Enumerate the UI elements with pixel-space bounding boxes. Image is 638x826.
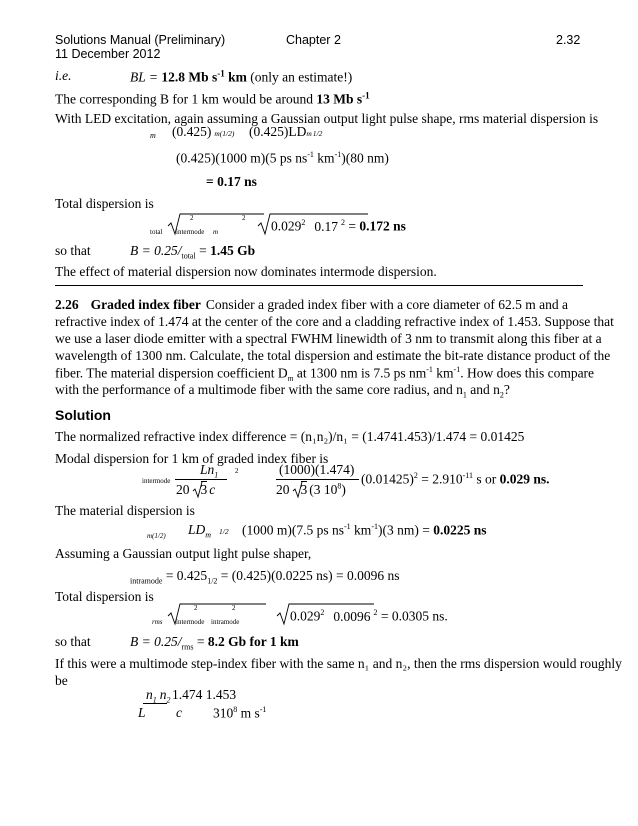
modal-num: Ln (200, 462, 215, 477)
modal-line: Modal dispersion for 1 km of graded index fiber is (55, 451, 329, 466)
total-val-a-exp: 2 (301, 218, 306, 227)
led-statement: With LED excitation, again assuming a Gaussian output light pulse shape, rms material dispersion is (55, 111, 599, 126)
problem-line-5-exp2: -1 (453, 365, 461, 374)
total-values (271, 218, 406, 235)
problem-line-4: wavelength of 1300 nm. Calculate, the total dispersion and estimate the bit-rate distance product of the (55, 348, 611, 363)
bitrate-eq-2-a: B = 0.25/ (130, 634, 182, 649)
total-m-sub: m (213, 228, 219, 236)
total-val-b-exp: 2 (341, 218, 345, 227)
intramode-sub: intramode (130, 576, 163, 586)
eq1-a-sub: m(1/2) (214, 129, 235, 138)
rms-val-a: 0.029 (290, 608, 321, 624)
material-result: 0.0225 ns (433, 522, 487, 538)
mm-c: c (176, 705, 182, 720)
problem-number: 2.26 (55, 297, 79, 312)
rms-intramode: intramode (211, 618, 240, 626)
rms-sq2: 2 (232, 604, 236, 612)
total-val-b: 0.17 (314, 218, 338, 234)
bitrate-eq-1-eq: = (195, 243, 211, 258)
total-sq1: 2 (190, 214, 194, 222)
eq1-b-sub2: 1/2 (312, 129, 323, 138)
header-page-number: 2.32 (556, 33, 581, 47)
modal-result (361, 471, 550, 488)
sothat-label-2: so that (55, 634, 91, 649)
total-dispersion-label: Total dispersion is (55, 196, 154, 211)
effect-statement: The effect of material dispersion now dominates intermode dispersion. (55, 264, 437, 279)
modal-den2: 20 (276, 482, 290, 497)
bitrate-eq-1-a: B = 0.25/ (130, 243, 182, 258)
intramode-eq-a: = 0.425 (162, 568, 208, 583)
material-eq-a: (1000 m)(7.5 ps ns (242, 522, 344, 538)
total-sub: total (150, 228, 163, 236)
modal-den-rad: 3 (200, 482, 208, 497)
problem-line-5c: km (432, 365, 454, 381)
problem-line-6c: ? (503, 382, 510, 397)
gauss-line: Assuming a Gaussian output light pulse shaper, (55, 546, 312, 561)
material-half: 1/2 (219, 527, 229, 536)
mm-den2-b: m s (237, 705, 260, 721)
eq3-result: = 0.17 ns (206, 174, 257, 189)
total-intermode-sub: intermode (176, 228, 205, 236)
material-eq (242, 522, 486, 539)
material-eq-exp2: -1 (371, 522, 378, 531)
modal-denominator-2 (276, 481, 346, 498)
bitrate-eq-1 (130, 243, 255, 261)
material-eq-b: km (350, 522, 372, 538)
header-date: 11 December 2012 (55, 47, 161, 61)
problem-line-2: refractive index of 1.474 at the center of the core and a cladding refractive index of 1.453. Suppose that (55, 314, 614, 329)
sothat-label-1: so that (55, 243, 91, 258)
modal-square: 2 (235, 467, 239, 475)
problem-line-6 (55, 382, 510, 400)
modal-den: 20 (176, 482, 190, 497)
ie-label: i.e. (55, 68, 72, 83)
material-line: The material dispersion is (55, 503, 195, 518)
problem-line-6-sub2: 2 (499, 390, 504, 400)
intramode-eq (130, 568, 400, 586)
eq2-exp2: -1 (334, 150, 342, 159)
problem-line-6-sub1: 1 (462, 390, 467, 400)
modal-den2-rad: 3 (300, 482, 308, 497)
bl-statement (130, 68, 352, 86)
mm-den2-exp2: -1 (259, 705, 267, 714)
total-val-a: 0.029 (271, 218, 302, 234)
material-ld-sub: m (205, 530, 212, 540)
modal-fraction-bar-2 (276, 479, 359, 480)
total-equals: = (345, 218, 360, 234)
modal-numerator-2: (1000)(1.474) (279, 462, 355, 477)
modal-num-sub: 1 (214, 470, 219, 480)
intramode-eq-b: = (0.425)(0.0225 ns) = 0.0096 ns (217, 568, 400, 583)
eq2-exp1: -1 (307, 150, 314, 159)
problem-line-6a: with the performance of a multimode fiber with the same core radius, and n (55, 382, 463, 397)
b-statement-text: The corresponding B for 1 km would be around (55, 91, 317, 107)
rms-val-a-exp: 2 (320, 608, 325, 617)
intramode-eq-sub: 1/2 (207, 576, 218, 586)
modal-intermode-sub: intermode (142, 477, 171, 485)
mm-L: L (138, 705, 146, 720)
problem-line-5 (55, 365, 594, 383)
problem-line-5d: . How does this compare (460, 365, 595, 381)
rms-val-b-exp: 2 (373, 608, 378, 617)
total-result: 0.172 ns (359, 218, 406, 234)
bl-exponent: -1 (217, 68, 225, 78)
header-chapter: Chapter 2 (286, 33, 341, 47)
header-title: Solutions Manual (Preliminary) (55, 33, 226, 47)
material-ld-text: LD (188, 522, 206, 537)
rms-val-b: 0.0096 (333, 608, 371, 624)
problem-line-5b: at 1300 nm is 7.5 ps nm (293, 365, 427, 381)
rms-intermode: intermode (176, 618, 205, 626)
bitrate-eq-2-sub: rms (181, 642, 194, 652)
eq1-sigma-sub: m (150, 131, 156, 140)
problem-line-5a: fiber. The material dispersion coefficient D (55, 365, 288, 381)
material-ld (188, 522, 229, 540)
b-value: 13 Mb s (316, 91, 363, 107)
bl-value: 12.8 Mb s (161, 69, 218, 85)
problem-line-5-exp1: -1 (426, 365, 433, 374)
bl-label: BL = (130, 69, 162, 85)
mm-n1-sub: 1 (152, 695, 157, 705)
modal-den2-c: ) (341, 482, 346, 497)
eq1-b-sub: m (306, 129, 312, 138)
modal-res: = 2.910 (417, 471, 463, 487)
bitrate-eq-2-res: 8.2 Gb for 1 km (207, 634, 299, 649)
bitrate-eq-1-sub: total (181, 251, 196, 261)
multimode-line-1: If this were a multimode step-index fiber with the same n₁ and n₂, then the rms dispersion would roughly (55, 656, 622, 671)
bl-unit: km (224, 69, 247, 85)
sqrt-sign-modal (192, 481, 204, 499)
total-line-2: Total dispersion is (55, 589, 154, 604)
bitrate-eq-1-res: 1.45 Gb (210, 243, 256, 258)
eq2-mid: km (313, 150, 335, 166)
delta-line: The normalized refractive index difference = (n₁n₂)/n₁ = (1.4741.453)/1.474 = 0.01425 (55, 429, 525, 444)
eq2-end: )(80 nm) (341, 150, 389, 166)
modal-res-b: s or (473, 471, 500, 487)
mm-denominator-2 (213, 705, 266, 722)
eq1-b: (0.425)LD (249, 124, 307, 139)
problem-title: Graded index fiber (90, 297, 201, 312)
bitrate-eq-2 (130, 634, 299, 652)
modal-numerator (200, 462, 218, 480)
eq1-a: (0.425) (172, 124, 212, 139)
multimode-line-2: be (55, 673, 68, 688)
eq2 (176, 150, 389, 167)
solution-heading: Solution (55, 407, 111, 423)
mm-numerator-2: 1.474 1.453 (172, 687, 237, 702)
modal-den2-b: (3 10 (309, 482, 338, 497)
rms-result: = 0.0305 ns. (377, 608, 448, 624)
modal-den2-exp: 8 (337, 481, 342, 491)
b-statement (55, 90, 370, 108)
material-sub: m(1/2) (147, 532, 166, 540)
section-divider (55, 285, 583, 286)
problem-line-6b: and n (466, 382, 500, 397)
modal-den-c: c (209, 482, 216, 497)
mm-den2: 310 (213, 705, 234, 721)
mm-fraction-bar (143, 703, 167, 704)
modal-res-exp: -11 (462, 471, 473, 480)
problem-line-5-sub: m (287, 374, 294, 384)
total-sq2: 2 (242, 214, 246, 222)
eq2-a: (0.425)(1000 m)(5 ps ns (176, 150, 308, 166)
rms-sq1: 2 (194, 604, 198, 612)
b-exponent: -1 (362, 90, 370, 100)
problem-text-1: Consider a graded index fiber with a core diameter of 62.5 m and a (205, 297, 568, 312)
modal-mult: (0.01425) (361, 471, 414, 487)
rms-values (290, 608, 448, 625)
problem-line-3: we use a laser diode emitter with a spectral FWHM linewidth of 3 nm to transmit along this fiber at a (55, 331, 602, 346)
modal-fraction-bar (175, 479, 227, 480)
eq1-term-a (172, 124, 234, 140)
modal-mult-exp: 2 (413, 471, 418, 480)
material-eq-exp1: -1 (344, 522, 351, 531)
eq1-term-b (249, 124, 322, 140)
bitrate-eq-2-eq: = (193, 634, 208, 649)
modal-res-bold: 0.029 ns. (499, 471, 550, 487)
problem-line-1 (55, 297, 568, 313)
bl-note: (only an estimate!) (246, 69, 353, 85)
mm-n2: n (159, 687, 167, 702)
mm-n1: n (146, 687, 153, 702)
sqrt-sign-modal-2 (292, 481, 304, 499)
rms-sub: rms (152, 618, 163, 626)
mm-n2-sub: 2 (166, 695, 171, 705)
mm-den2-exp: 8 (233, 705, 238, 714)
material-eq-c: )(3 nm) = (377, 522, 434, 538)
